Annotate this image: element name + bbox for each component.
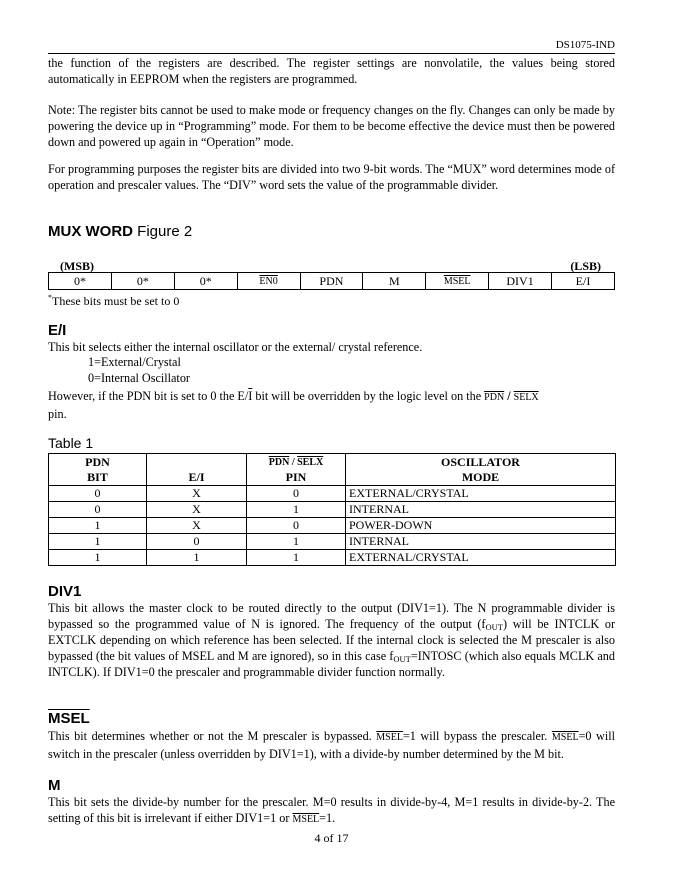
msel-overbar-1: MSEL — [376, 732, 403, 743]
mux-word-heading-bold: MUX WORD — [48, 223, 133, 240]
msel-text-c: =0 will switch in the prescaler (unless overridden by DIV1=1), with a divide-by number determined by the M bit. — [48, 729, 616, 761]
page-number: 4 of 17 — [314, 831, 349, 845]
cell-mode: EXTERNAL/CRYSTAL — [346, 486, 616, 502]
mux-footnote — [48, 290, 179, 309]
cell-mode: EXTERNAL/CRYSTAL — [346, 550, 616, 566]
intro-paragraph-2: Note: The register bits cannot be used to make mode or frequency changes on the fly. Changes can only be made by powering the device up in “Programming” mode. For them to be become effective the device must then be powered down and powered up again in “Operation” mode. — [48, 103, 615, 149]
mux-bit-cell: E/I — [552, 273, 615, 290]
th-pin-slash: / — [289, 457, 298, 468]
div1-sub-out-2: OUT — [393, 654, 411, 664]
msel-paragraph — [48, 728, 615, 762]
th-ei — [147, 454, 247, 486]
th-pdn-bit — [49, 454, 147, 486]
cell-ei: 1 — [147, 550, 247, 566]
m-msel-overbar: MSEL — [292, 814, 320, 825]
intro-paragraph-3: For programming purposes the register bits are divided into two 9-bit words. The “MUX” word determines mode of operation and prescaler values. The “DIV” word sets the value of the programmable divider. — [48, 162, 615, 192]
cell-ei: X — [147, 486, 247, 502]
div1-heading: DIV1 — [48, 583, 82, 600]
cell-pin: 0 — [247, 518, 346, 534]
msel-heading-label: MSEL — [48, 710, 90, 727]
ei-option-external: 1=External/Crystal — [88, 355, 181, 369]
cell-ei: 0 — [147, 534, 247, 550]
cell-pin: 1 — [247, 534, 346, 550]
th-pin-pdn: $\overline{PDN}$ — [268, 457, 290, 468]
ei-p2-selx: SELX — [513, 392, 539, 403]
m-heading: M — [48, 777, 61, 794]
mux-bit-msel: MSEL — [443, 276, 471, 287]
cell-mode: POWER-DOWN — [346, 518, 616, 534]
mux-word-table — [48, 272, 615, 290]
cell-mode: INTERNAL — [346, 502, 616, 518]
div1-text-a: This bit allows the master clock to be routed directly to the output (DIV1=1). The N programmable divider is bypassed so the programmed value of N is ignored. The frequency of the output (f — [48, 601, 615, 631]
footnote-text: These bits must be set to 0 — [52, 294, 180, 308]
th-pdn-line1: PDN — [85, 455, 110, 469]
th-pin-line2: PIN — [285, 470, 307, 484]
table1-title: Table 1 — [48, 435, 94, 451]
footnote-mark: * — [48, 293, 52, 302]
cell-pdn: 0 — [49, 502, 147, 518]
mux-bit-cell: 0* — [174, 273, 237, 290]
table-row — [49, 518, 616, 534]
ei-p2-text-a: However, if the PDN bit is set to 0 the E/ — [48, 389, 249, 403]
div1-text-c: =INTOSC (which also equals MCLK and INTCLK). If DIV1=0 the prescaler and programmable divider function normally. — [48, 649, 615, 679]
m-text-b: =1. — [319, 811, 336, 825]
msb-label: (MSB) — [60, 259, 94, 273]
table1-header-row — [49, 454, 616, 486]
cell-pin: 1 — [247, 502, 346, 518]
header-rule — [48, 53, 615, 54]
doc-id-header: DS1075-IND — [555, 39, 615, 51]
mux-word-heading-figure: Figure 2 — [133, 223, 193, 240]
mux-bit-cell: 0* — [111, 273, 174, 290]
th-pin-selx: SELX — [297, 457, 324, 468]
cell-pdn: 0 — [49, 486, 147, 502]
ei-p2-slash: / — [504, 389, 514, 403]
ei-paragraph-1: This bit selects either the internal oscillator or the external/ crystal reference. — [48, 340, 423, 354]
mux-bit-cell: PDN — [300, 273, 363, 290]
msel-text-a: This bit determines whether or not the M prescaler is bypassed. — [48, 729, 377, 743]
m-text-a: This bit sets the divide-by number for the prescaler. M=0 results in divide-by-4, M=1 results in divide-by-2. The setting of this bit is irrelevant if either DIV1=1 or — [48, 795, 615, 825]
cell-pdn: 1 — [49, 534, 147, 550]
div1-text-b: ) will be INTCLK or EXTCLK depending on which reference has been selected. If the internal clock is selected the M prescaler is also bypassed (the bit values of MSEL and M are ignored), so in this case f — [48, 617, 615, 663]
th-mode-line2: MODE — [461, 470, 500, 484]
mux-bit-en0: EN0 — [259, 276, 278, 287]
mux-bit-cell: M — [363, 273, 426, 290]
msel-overbar-2: MSEL — [551, 732, 579, 743]
msel-heading — [48, 710, 90, 728]
ei-option-internal: 0=Internal Oscillator — [88, 371, 190, 385]
ei-p2-text-b: bit will be overridden by the logic level on the — [252, 389, 485, 403]
msel-text-b: =1 will bypass the prescaler. — [402, 729, 552, 743]
ei-p2-pdn: $\overline{PDN}$ — [484, 392, 505, 403]
table-row — [49, 502, 616, 518]
mux-bit-cell: 0* — [49, 273, 112, 290]
table-row — [49, 550, 616, 566]
ei-p2-i-bar: $\overline{I}$ — [248, 389, 253, 403]
lsb-label: (LSB) — [570, 259, 601, 273]
table1 — [48, 453, 616, 566]
div1-paragraph — [48, 600, 615, 680]
table-row — [49, 486, 616, 502]
cell-mode: INTERNAL — [346, 534, 616, 550]
th-mode-line1: OSCILLATOR — [441, 455, 520, 469]
div1-sub-out-1: OUT — [485, 622, 503, 632]
ei-heading: E/I — [48, 322, 67, 339]
th-oscillator-mode — [346, 454, 616, 486]
cell-ei: X — [147, 518, 247, 534]
cell-pdn: 1 — [49, 550, 147, 566]
mux-bit-cell — [237, 273, 300, 290]
mux-word-row — [49, 273, 615, 290]
th-pdn-selx-pin — [247, 454, 346, 486]
table-row — [49, 534, 616, 550]
ei-p2-text-c: pin. — [48, 407, 67, 421]
mux-word-heading — [48, 223, 192, 241]
intro-paragraph-1: the function of the registers are described. The register settings are nonvolatile, the values being stored automatically in EEPROM when the registers are programmed. — [48, 56, 615, 86]
cell-pdn: 1 — [49, 518, 147, 534]
th-ei-label: E/I — [188, 470, 205, 484]
cell-pin: 0 — [247, 486, 346, 502]
mux-bit-cell — [426, 273, 489, 290]
m-paragraph — [48, 794, 615, 828]
mux-bit-cell: DIV1 — [489, 273, 552, 290]
ei-paragraph-2 — [48, 388, 615, 422]
cell-ei: X — [147, 502, 247, 518]
cell-pin: 1 — [247, 550, 346, 566]
th-pdn-line2: BIT — [87, 470, 108, 484]
